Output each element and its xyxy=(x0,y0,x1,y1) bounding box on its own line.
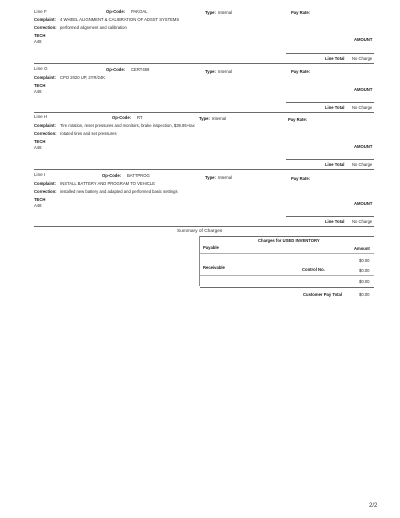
line-total-label: Line Total xyxy=(325,105,345,110)
amount-header: AMOUNT xyxy=(354,37,373,42)
correction-label: Correction: xyxy=(34,25,57,30)
line-total-label: Line Total xyxy=(325,162,345,167)
complaint-value: Tire rotation, reset pressures and monitors, brake inspection, $39.95+tax xyxy=(60,123,195,128)
amount-rule xyxy=(286,53,374,54)
op-code-label: Op-Code: xyxy=(106,9,126,14)
type-label: Type: xyxy=(205,175,216,180)
receivable-label: Receivable xyxy=(203,265,225,270)
amount-rule xyxy=(286,216,374,217)
complaint-label: Complaint: xyxy=(34,17,56,22)
customer-pay-total-label: Customer Pay Total xyxy=(303,292,343,297)
section-divider xyxy=(34,63,374,64)
control-no-label: Control No. xyxy=(302,267,325,272)
type-label: Type: xyxy=(205,69,216,74)
complaint-value: 4 WHEEL ALIGNMENT & CALIBRATION OF ADSST SYSTEMS xyxy=(60,17,180,22)
correction-value: installed new battery and adapted and performed basic settings xyxy=(60,189,178,194)
type-label: Type: xyxy=(199,116,210,121)
op-code-value: PAKOAL xyxy=(131,9,148,14)
pay-rate-label: Pay Rate: xyxy=(288,117,308,122)
tech-id: A48 xyxy=(34,145,42,150)
type-value: Internal xyxy=(218,10,232,15)
payable-amount: $0.00 xyxy=(359,258,370,263)
payable-rule xyxy=(200,253,374,254)
summary-title: Summary of Charges xyxy=(177,229,223,234)
tech-id: A48 xyxy=(34,89,42,94)
tech-label: TECH xyxy=(34,83,46,88)
tech-id: A48 xyxy=(34,203,42,208)
amount-header: AMOUNT xyxy=(354,144,373,149)
op-code-label: Op-Code: xyxy=(106,67,126,72)
payable-label: Payable xyxy=(203,245,219,250)
op-code-label: Op-Code: xyxy=(112,115,132,120)
complaint-value: INSTALL BATTERY AND PROGRAM TO VEHICLE xyxy=(60,181,156,186)
correction-value: rotated tires and set pressures xyxy=(60,131,117,136)
section-divider xyxy=(34,226,374,227)
line-total-value: No Charge xyxy=(352,105,373,110)
complaint-label: Complaint: xyxy=(34,123,56,128)
amount-rule xyxy=(286,102,374,103)
line-total-label: Line Total xyxy=(325,219,345,224)
op-code-value: CERT489 xyxy=(131,67,150,72)
line-label: Line F xyxy=(34,9,47,14)
type-label: Type: xyxy=(205,10,216,15)
correction-label: Correction: xyxy=(34,189,57,194)
section-divider xyxy=(34,112,374,113)
op-code-value: RT xyxy=(137,115,143,120)
summary-left-rule xyxy=(199,236,200,286)
amount-header: AMOUNT xyxy=(354,87,373,92)
pay-rate-label: Pay Rate: xyxy=(291,10,311,15)
complaint-label: Complaint: xyxy=(34,181,56,186)
pay-rate-label: Pay Rate: xyxy=(291,69,311,74)
tech-label: TECH xyxy=(34,139,46,144)
payable-amount-header: Amount xyxy=(354,246,370,251)
line-total-value: No Charge xyxy=(352,56,373,61)
charges-for-heading: Charges for USED INVENTORY xyxy=(258,238,320,243)
complaint-label: Complaint: xyxy=(34,75,56,80)
pay-rate-label: Pay Rate: xyxy=(291,176,311,181)
line-label: Line H xyxy=(34,114,48,119)
line-label: Line G xyxy=(34,66,48,71)
type-value: Internal xyxy=(218,175,232,180)
complaint-value: CPO 2020 UP, 2YR/24K xyxy=(60,75,106,80)
correction-value: performed alignment and calibration xyxy=(60,25,127,30)
section-divider xyxy=(34,169,374,170)
line-total-value: No Charge xyxy=(352,162,373,167)
receivable-rule xyxy=(200,275,374,276)
summary-extra-amount: $0.00 xyxy=(359,279,370,284)
correction-label: Correction: xyxy=(34,131,57,136)
line-total-value: No Charge xyxy=(352,219,373,224)
line-total-label: Line Total xyxy=(325,56,345,61)
line-label: Line I xyxy=(34,172,46,177)
tech-id: A48 xyxy=(34,39,42,44)
type-value: Internal xyxy=(212,116,226,121)
type-value: Internal xyxy=(218,69,232,74)
customer-pay-total-amount: $0.00 xyxy=(359,292,370,297)
op-code-label: Op-Code: xyxy=(102,173,122,178)
tech-label: TECH xyxy=(34,197,46,202)
op-code-value: BATTPROG xyxy=(127,173,150,178)
tech-label: TECH xyxy=(34,33,46,38)
amount-header: AMOUNT xyxy=(354,201,373,206)
summary-bottom-rule xyxy=(200,287,374,288)
receivable-amount: $0.00 xyxy=(359,268,370,273)
page-number: 2/2 xyxy=(369,503,378,509)
summary-top-rule xyxy=(199,236,374,237)
amount-rule xyxy=(286,159,374,160)
